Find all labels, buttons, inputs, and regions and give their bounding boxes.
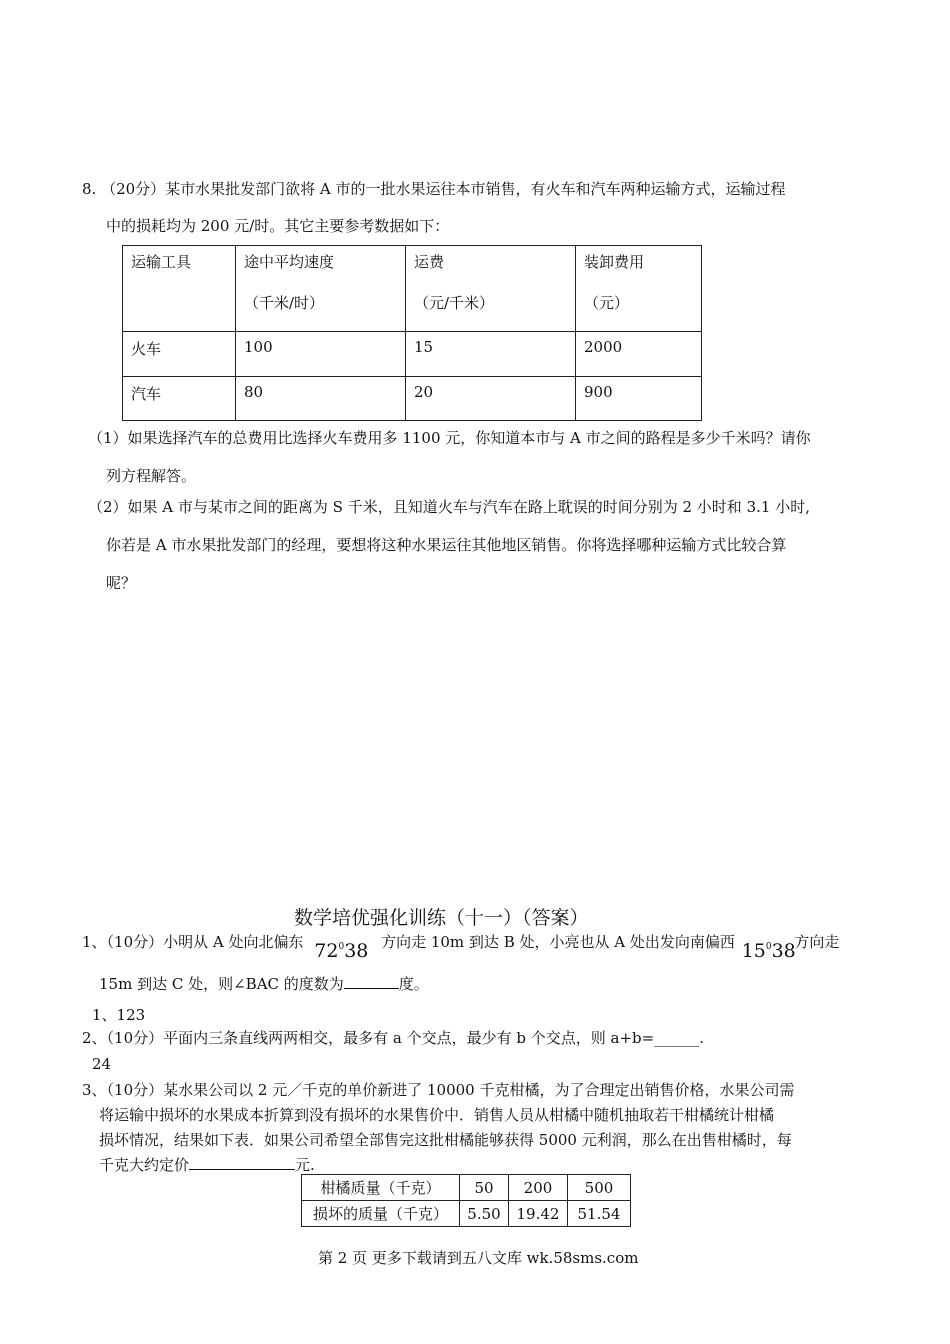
cell-train-freight: 15 — [406, 332, 576, 377]
q8-sub1-line1: （1）如果选择汽车的总费用比选择火车费用多 1100 元，你知道本市与 A 市之间的路程是多少千米吗？请你 — [88, 429, 811, 447]
header-speed: 途中平均速度 （千米/时） — [236, 246, 406, 332]
table-row — [123, 332, 702, 377]
answers-title: 数学培优强化训练（十一）（答案） — [294, 907, 589, 929]
orange-table — [301, 1174, 631, 1227]
q8-sub2-line1: （2）如果 A 市与某市之间的距离为 S 千米，且知道火车与汽车在路上耽误的时间分别为 2 小时和 3.1 小时, — [88, 498, 810, 516]
header-freight: 运费 （元/千米） — [406, 246, 576, 332]
table-row — [123, 377, 702, 421]
cell-car: 汽车 — [123, 377, 236, 421]
a3-line1: 3、（10分）某水果公司以 2 元／千克的单价新进了 10000 千克柑橘，为了合理定出销售价格，水果公司需 — [82, 1081, 795, 1099]
header-tool: 运输工具 — [123, 246, 236, 332]
cell-train-speed: 100 — [236, 332, 406, 377]
cell-train-loading: 2000 — [576, 332, 702, 377]
angle-symbol: ∠ — [233, 975, 246, 993]
table-row: 柑橘质量（千克） 50 200 500 — [302, 1175, 631, 1201]
cell-car-freight: 20 — [406, 377, 576, 421]
a1-line1: 1、（10分）小明从 A 处向北偏东 $72^038$ 方向走 10m 到达 B 处，小亮也从 A 处出发向南偏西 $15^038$ 方向走 — [82, 933, 840, 962]
a3-line2: 将运输中损坏的水果成本折算到没有损坏的水果售价中．销售人员从柑橘中随机抽取若干柑橘统计柑橘 — [99, 1106, 775, 1124]
header-loading: 装卸费用 （元） — [576, 246, 702, 332]
a3-line3: 损坏情况，结果如下表．如果公司希望全部售完这批柑橘能够获得 5000 元利润，那么在出售柑橘时，每 — [99, 1131, 792, 1149]
a1-answer: 1、123 — [92, 1006, 146, 1024]
angle-72-38: $72^038$ — [314, 940, 369, 962]
angle-15-38: $15^038$ — [741, 940, 796, 962]
q8-sub2-line3: 呢？ — [106, 574, 137, 592]
cell-train: 火车 — [123, 332, 236, 377]
transport-table — [122, 245, 702, 421]
q8-sub1-line2: 列方程解答。 — [106, 467, 197, 485]
q8-line1: 8. （20分）某市水果批发部门欲将 A 市的一批水果运往本市销售，有火车和汽车两种运输方式，运输过程 — [82, 180, 786, 198]
table-row: 损坏的质量（千克） 5.50 19.42 51.54 — [302, 1201, 631, 1227]
q8-sub2-line2: 你若是 A 市水果批发部门的经理，要想将这种水果运往其他地区销售。你将选择哪种运输方式比较合算 — [106, 536, 787, 554]
transport-table-header-row — [123, 246, 702, 332]
page-footer: 第 2 页 更多下载请到五八文库 wk.58sms.com — [318, 1249, 639, 1267]
a1-line2: 15m 到达 C 处，则∠BAC 的度数为 度。 — [99, 975, 429, 993]
a3-line4: 千克大约定价 元. — [99, 1156, 315, 1174]
cell-car-loading: 900 — [576, 377, 702, 421]
cell-car-speed: 80 — [236, 377, 406, 421]
a2-answer: 24 — [92, 1055, 112, 1073]
q8-line2: 中的损耗均为 200 元/时。其它主要参考数据如下： — [106, 217, 450, 235]
a2-line: 2、（10分）平面内三条直线两两相交，最多有 a 个交点，最少有 b 个交点，则 a+b=______. — [82, 1029, 704, 1047]
